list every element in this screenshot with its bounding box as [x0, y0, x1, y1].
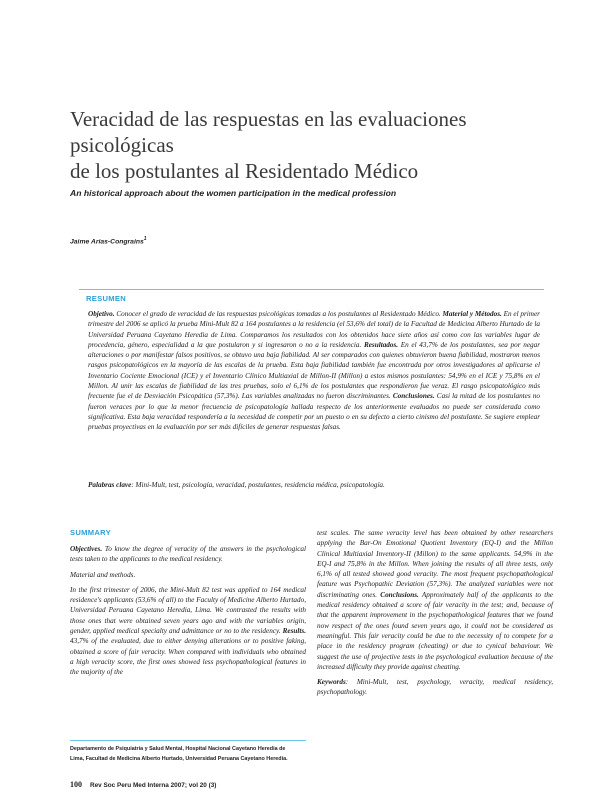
methods-text: In the first trimester of 2006, the Mini-Mult 82 test was applied to 164 medical residence's applicants (53,6% of all) to the Faculty of Medicine Alberto Hurtado, Universidad Peruana Cayetano Heredia, Lima. We contrasted the results with those ones that were obtained seven years ago and with the variables origin, gender, applied medical specialty and admittance or no to the residency. [70, 585, 306, 636]
summary-objectives [70, 544, 306, 565]
author-name: Jaime Arias-Congrains [70, 238, 144, 246]
affiliation-footnote [70, 745, 310, 764]
resultados-label: Resultados. [363, 340, 399, 349]
author-footnote-mark: 1 [143, 236, 147, 242]
conclusiones-label: Conclusiones. [392, 392, 435, 401]
objetivo-text: Conocer el grado de veracidad de las respuestas psicológicas tomadas a los postulantes al Residentado Médico. [114, 310, 443, 318]
objectives-label: Objectives. [70, 545, 103, 553]
palabras-clave-text: : Mini-Mult, test, psicología, veracidad, postulantes, residencia médica, psicopatología. [131, 481, 385, 489]
author [70, 236, 147, 245]
conclusiones-text: Casi la mitad de los postulantes no fueron veraces por lo que la menor frecuencia de psicopatología hallada respecto de los anteriormente evaluados no puede ser considerada como significativa. Esta baja veracidad respondería a la necesidad de competir por un puesto o en su defecto a cierto cinismo del postulante. Se sugiere emplear pruebas proyectivas en la evaluación por ser más difíciles de generar respuestas falsas. [88, 392, 540, 432]
footnote-line-1: Departamento de Psiquiatría y Salud Mental, Hospital Nacional Cayetano Heredia de [70, 746, 286, 752]
conclusions-text: Approximately half of the applicants to the medical residency obtained a score of fair veracity in the test; and, because of that the apparent improvement in the psychopathological features that we found now respect of the ones found seven years ago, it could not be considered as meaningful. This fair veracity could be due to the necessity of to compete for a place in the residency program (cheating) or due to cynical behaviour. We suggest the use of projective tests in the psychological evaluation because of the increased difficulty they provide against cheating. [317, 590, 553, 671]
title-line-1: Veracidad de las respuestas en las evaluaciones psicológicas [70, 107, 467, 157]
resultados-text: En el 43,7% de los postulantes, sea por negar alteraciones o por manifestar falsos positivos, se obtuvo una baja fiabilidad. Al ser comparados con quienes obtuvieron buena fiabilidad, mostraron menos rasgos psicopatológicos en la mayoría de las escalas de la prueba. Esta baja fiabilidad también fue encontrada por otros investigadores al aplicarse el Inventario Cociente Emocional (ICE) y el Inventario Clínico Multiaxial de Millon-II (Millon) a estos mismos postulantes: 54,9% en el ICE y 75,8% en el Millon. Al unir las escalas de fiabilidad de las tres pruebas, solo el 6,1% de los postulantes que respondieron fue veraz. El rasgo psicopatológico más frecuente fue el de Desviación Psicopática (57,3%). Las variables analizadas no fueron discriminantes. [88, 340, 540, 401]
footnote-divider [70, 740, 306, 741]
summary-methods-heading: Material and methods. [70, 570, 136, 579]
summary-heading: SUMMARY [70, 528, 112, 537]
resumen-heading: RESUMEN [86, 294, 127, 303]
material-label: Material y Métodos. [442, 310, 502, 318]
english-title: An historical approach about the women participation in the medical profession [70, 188, 397, 198]
article-title [70, 106, 570, 184]
palabras-clave-label: Palabras clave [88, 481, 132, 489]
summary-right-column [317, 528, 553, 703]
results-text: 43,7% of the evaluated, due to either denying alterations or to positive faking, obtained a score of fair veracity. When compared with individuals who obtained a high veracity score, the first ones showed less psychopathological features in the majority of the [70, 637, 306, 677]
continued-text: test scales. The same veracity level has been obtained by other researchers applying the Bar-On Emotional Quotient Inventory (EQ-I) and the Millon Clinical Multiaxial Inventory-II (Millon) to the same applicants. 54,9% in the EQ-I and 75,8% in the Millon. When joining the results of all three tests, only 6,1% of all tested showed good veracity. The most frequent psychopathological feature was Psychopathic Deviation (57,3%). The analyzed variables were not discriminating ones. [317, 529, 553, 599]
objetivo-label: Objetivo. [88, 310, 115, 318]
palabras-clave [88, 481, 540, 489]
objectives-text: To know the degree of veracity of the answers in the psychological tests taken to the applicants to the medical residency. [70, 545, 306, 564]
summary-methods [70, 585, 306, 678]
journal-citation: Rev Soc Peru Med Interna 2007; vol 20 (3) [90, 782, 217, 789]
page-number: 100 [70, 780, 82, 789]
results-label: Results. [282, 627, 306, 636]
title-line-2: de los postulantes al Residentado Médico [70, 159, 419, 183]
summary-keywords [317, 677, 553, 698]
material-text: En el primer trimestre del 2006 se aplicó la prueba Mini-Mult 82 a 164 postulantes a la residencia (el 53,6% del total) de la Facultad de Medicina Alberto Hurtado de la Universidad Peruana Cayetano Heredia de Lima. Comparamos los resultados con los obtenidos hace siete años así como con las variables lugar de procedencia, género, especialidad a la que postularon y si ingresaron o no a la residencia. [88, 310, 540, 349]
keywords-text: : Mini-Mult, test, psychology, veracity, medical residency, psychopathology. [317, 678, 553, 697]
footnote-line-2: Lima, Facultad de Medicina Alberto Hurtado, Universidad Peruana Cayetano Heredia. [70, 755, 288, 762]
page-footer [70, 780, 216, 789]
summary-left-column [70, 544, 306, 683]
summary-continued [317, 528, 553, 672]
keywords-label: Keywords [317, 678, 346, 687]
resumen-body [88, 309, 540, 433]
conclusions-label: Conclusions. [380, 590, 419, 599]
